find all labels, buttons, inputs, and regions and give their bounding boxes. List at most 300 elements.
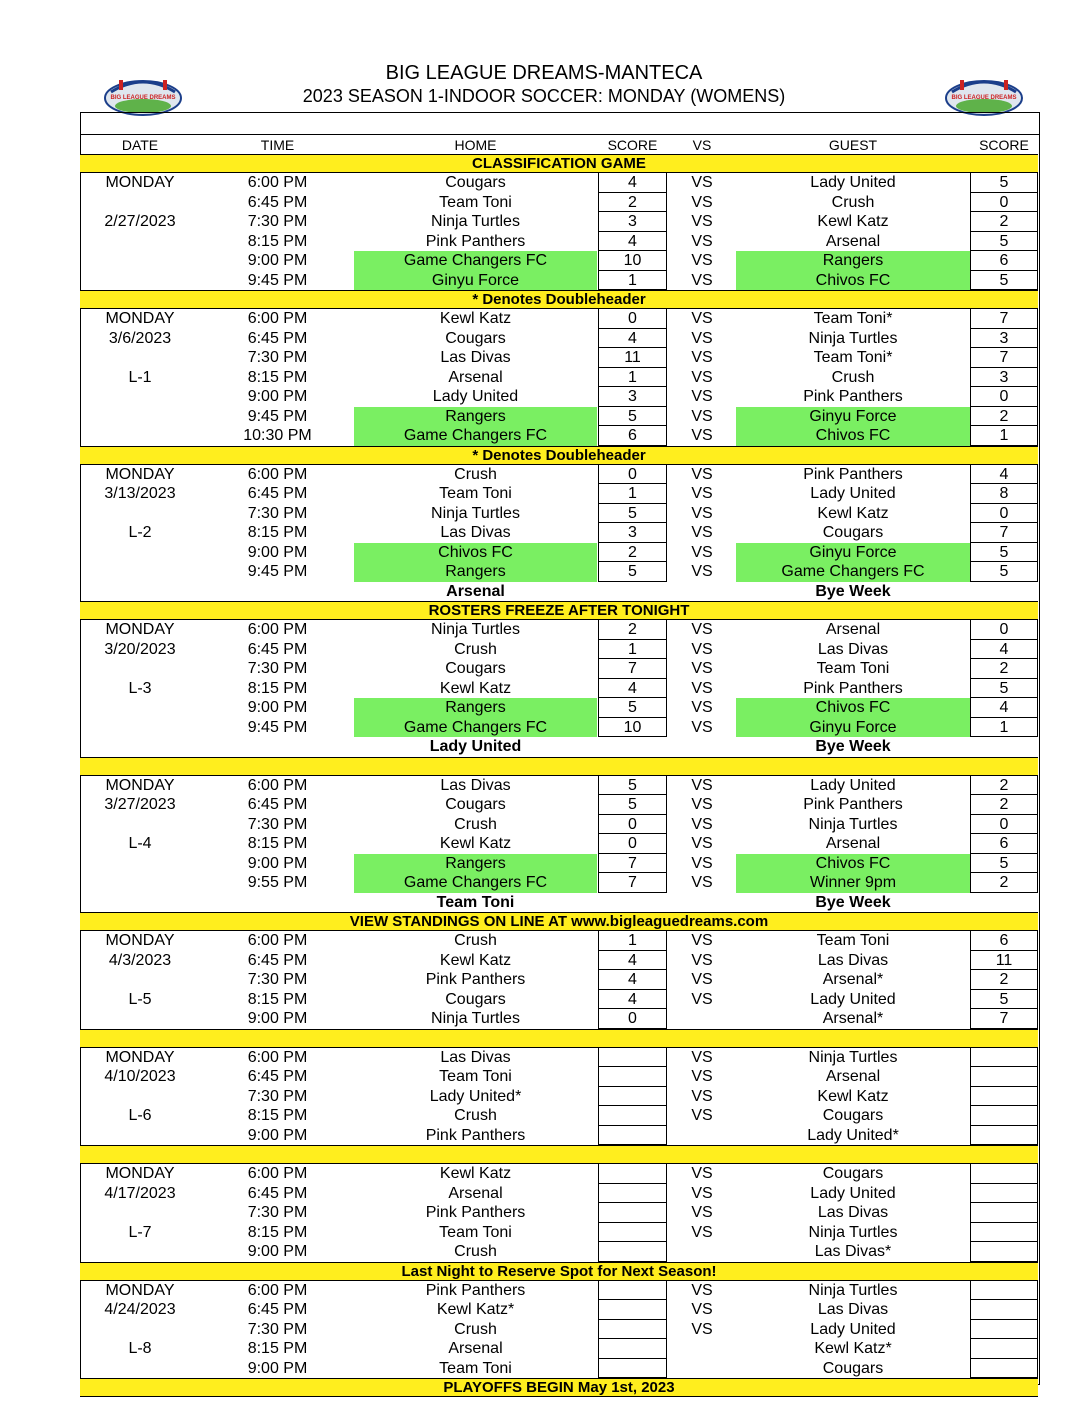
home-score: 1 bbox=[598, 368, 667, 388]
date-cell: L-7 bbox=[128, 1223, 152, 1241]
vs-label: VS bbox=[691, 388, 713, 405]
guest-score bbox=[970, 1223, 1038, 1243]
banner: Last Night to Reserve Spot for Next Season! bbox=[80, 1262, 1038, 1281]
guest-team: Lady United bbox=[810, 485, 896, 502]
vs-label bbox=[677, 1242, 727, 1262]
home-team: Pink Panthers bbox=[425, 1281, 526, 1299]
page-subtitle: 2023 SEASON 1-INDOOR SOCCER: MONDAY (WOMENS) bbox=[302, 86, 786, 106]
date-cell: L-3 bbox=[128, 679, 152, 697]
date-cell: 4/10/2023 bbox=[104, 1068, 176, 1085]
vs-label: VS bbox=[691, 504, 713, 522]
home-team: Team Toni bbox=[436, 893, 515, 911]
time-cell: 9:55 PM bbox=[247, 874, 308, 891]
vs-label: VS bbox=[691, 699, 713, 716]
game-row bbox=[80, 407, 1040, 427]
game-row bbox=[80, 1203, 1040, 1223]
vs-label: VS bbox=[691, 193, 713, 211]
date-cell bbox=[80, 1203, 200, 1223]
game-row bbox=[80, 1359, 1040, 1379]
guest-team: Ginyu Force bbox=[736, 407, 970, 427]
game-row bbox=[80, 368, 1040, 388]
time-cell bbox=[220, 893, 335, 913]
time-cell: 6:45 PM bbox=[247, 485, 308, 502]
guest-score: 6 bbox=[970, 251, 1038, 271]
guest-team: Lady United bbox=[810, 174, 896, 191]
vs-label: VS bbox=[691, 252, 713, 269]
game-row bbox=[80, 251, 1040, 271]
home-score: 3 bbox=[598, 387, 667, 407]
vs-label: VS bbox=[691, 407, 713, 425]
game-row bbox=[80, 640, 1040, 660]
vs-label: VS bbox=[691, 951, 713, 969]
guest-score: 1 bbox=[970, 426, 1038, 446]
home-team: Crush bbox=[454, 932, 497, 949]
vs-label: VS bbox=[691, 1165, 713, 1182]
home-team: Las Divas bbox=[440, 776, 511, 794]
date-cell bbox=[80, 737, 200, 757]
time-cell: 6:45 PM bbox=[247, 1068, 308, 1085]
home-team: Ninja Turtles bbox=[431, 621, 520, 638]
vs-label: VS bbox=[691, 796, 713, 813]
time-cell: 7:30 PM bbox=[247, 1204, 308, 1221]
home-score: 0 bbox=[598, 309, 667, 329]
home-team: Rangers bbox=[354, 698, 597, 718]
guest-team: Cougars bbox=[822, 1359, 884, 1377]
home-score: 10 bbox=[598, 718, 667, 738]
col-guest-score: SCORE bbox=[979, 137, 1029, 153]
date-cell bbox=[80, 970, 200, 990]
guest-team: Team Toni bbox=[816, 932, 890, 949]
home-team: Game Changers FC bbox=[354, 251, 597, 271]
vs-label: VS bbox=[691, 543, 713, 561]
date-cell bbox=[80, 271, 200, 291]
home-score: 1 bbox=[598, 640, 667, 660]
date-cell: MONDAY bbox=[105, 932, 175, 949]
date-cell bbox=[80, 562, 200, 582]
time-cell: 8:15 PM bbox=[247, 1107, 308, 1124]
vs-label: VS bbox=[691, 524, 713, 541]
guest-score: 5 bbox=[970, 271, 1038, 291]
date-cell: 4/24/2023 bbox=[104, 1301, 176, 1318]
home-score: 4 bbox=[598, 173, 667, 193]
game-row bbox=[80, 659, 1040, 679]
logo-text: BIG LEAGUE DREAMS bbox=[951, 95, 1017, 101]
time-cell: 9:00 PM bbox=[247, 1359, 308, 1377]
time-cell bbox=[220, 582, 335, 602]
home-team: Team Toni bbox=[439, 1359, 512, 1377]
home-score bbox=[598, 1184, 667, 1204]
home-team: Cougars bbox=[445, 329, 506, 347]
col-vs: VS bbox=[692, 137, 712, 153]
home-team: Lady United* bbox=[429, 1087, 522, 1105]
time-cell: 6:45 PM bbox=[247, 193, 308, 211]
home-team: Las Divas bbox=[440, 1048, 511, 1066]
guest-score: 4 bbox=[970, 698, 1038, 718]
home-team: Cougars bbox=[445, 796, 506, 813]
game-row bbox=[80, 854, 1040, 874]
date-cell: MONDAY bbox=[105, 621, 175, 638]
vs-label: VS bbox=[691, 990, 713, 1008]
home-score: 1 bbox=[598, 931, 667, 951]
guest-team: Ninja Turtles bbox=[808, 1281, 898, 1299]
home-team: Game Changers FC bbox=[354, 718, 597, 738]
time-cell: 8:15 PM bbox=[247, 1223, 308, 1241]
game-row bbox=[80, 484, 1040, 504]
guest-team: Ninja Turtles bbox=[808, 815, 898, 833]
date-cell bbox=[80, 1009, 200, 1029]
guest-score: 7 bbox=[970, 523, 1038, 543]
date-cell bbox=[80, 1242, 200, 1262]
guest-team: Cougars bbox=[822, 1107, 884, 1124]
home-team: Ginyu Force bbox=[354, 271, 597, 291]
guest-score bbox=[970, 1067, 1038, 1087]
home-score: 7 bbox=[598, 854, 667, 874]
home-team: Las Divas bbox=[440, 524, 511, 541]
date-cell: L-4 bbox=[128, 835, 152, 852]
vs-label: VS bbox=[691, 815, 713, 833]
home-score: 5 bbox=[598, 504, 667, 524]
vs-label: VS bbox=[691, 310, 713, 327]
banner bbox=[80, 757, 1038, 776]
guest-team: Ninja Turtles bbox=[808, 1223, 898, 1241]
guest-team: Arsenal bbox=[825, 232, 881, 250]
home-score bbox=[598, 1087, 667, 1107]
home-score bbox=[598, 1203, 667, 1223]
game-row bbox=[80, 990, 1040, 1010]
guest-score: 4 bbox=[970, 465, 1038, 485]
vs-label bbox=[677, 1009, 727, 1029]
vs-label: VS bbox=[691, 621, 713, 638]
home-score bbox=[598, 1281, 667, 1301]
home-score bbox=[598, 1106, 667, 1126]
home-score: 0 bbox=[598, 815, 667, 835]
game-row bbox=[80, 1106, 1040, 1126]
home-score: 4 bbox=[598, 232, 667, 252]
guest-team: Cougars bbox=[822, 1165, 884, 1182]
game-row bbox=[80, 1300, 1040, 1320]
home-team: Rangers bbox=[354, 854, 597, 874]
date-cell: 3/13/2023 bbox=[104, 485, 176, 502]
time-cell: 7:30 PM bbox=[247, 1087, 308, 1105]
home-team: Pink Panthers bbox=[425, 971, 526, 988]
home-team: Las Divas bbox=[440, 349, 511, 366]
home-team: Team Toni bbox=[439, 1068, 512, 1085]
guest-score: 5 bbox=[970, 854, 1038, 874]
date-cell: MONDAY bbox=[105, 174, 175, 191]
guest-score bbox=[970, 1359, 1038, 1379]
logo-text: BIG LEAGUE DREAMS bbox=[110, 95, 176, 101]
guest-team: Ninja Turtles bbox=[808, 329, 898, 347]
bye-week-row bbox=[80, 893, 1040, 913]
guest-score: 7 bbox=[970, 1009, 1038, 1029]
time-cell: 8:15 PM bbox=[247, 368, 308, 386]
banner: * Denotes Doubleheader bbox=[80, 290, 1038, 309]
date-cell: MONDAY bbox=[105, 1165, 175, 1182]
home-score: 3 bbox=[598, 212, 667, 232]
time-cell: 9:00 PM bbox=[247, 699, 308, 716]
guest-team: Ginyu Force bbox=[736, 718, 970, 738]
date-cell: MONDAY bbox=[105, 776, 175, 794]
home-score: 0 bbox=[598, 1009, 667, 1029]
date-cell: 2/27/2023 bbox=[104, 213, 176, 230]
banner: ROSTERS FREEZE AFTER TONIGHT bbox=[80, 601, 1038, 620]
game-row bbox=[80, 698, 1040, 718]
guest-score: 5 bbox=[970, 562, 1038, 582]
date-cell bbox=[80, 718, 200, 738]
date-cell bbox=[80, 1359, 200, 1379]
banner bbox=[80, 1145, 1038, 1164]
guest-team: Chivos FC bbox=[736, 854, 970, 874]
vs-label: VS bbox=[691, 213, 713, 230]
guest-team: Ginyu Force bbox=[736, 543, 970, 563]
home-team: Game Changers FC bbox=[354, 426, 597, 446]
date-cell bbox=[80, 1087, 200, 1107]
vs-label: VS bbox=[691, 932, 713, 949]
date-cell bbox=[80, 1126, 200, 1146]
vs-label: VS bbox=[691, 1087, 713, 1105]
home-score: 7 bbox=[598, 873, 667, 893]
home-score bbox=[598, 1048, 667, 1068]
game-row bbox=[80, 212, 1040, 232]
time-cell: 6:00 PM bbox=[247, 776, 308, 794]
game-row bbox=[80, 620, 1040, 640]
time-cell: 9:00 PM bbox=[247, 543, 308, 561]
time-cell: 7:30 PM bbox=[247, 504, 308, 522]
home-score bbox=[598, 1320, 667, 1340]
game-row bbox=[80, 329, 1040, 349]
guest-team: Lady United bbox=[810, 1184, 896, 1202]
game-row bbox=[80, 1339, 1040, 1359]
time-cell: 7:30 PM bbox=[247, 349, 308, 366]
time-cell: 6:00 PM bbox=[247, 1281, 308, 1299]
guest-team: Chivos FC bbox=[736, 271, 970, 291]
vs-label: VS bbox=[691, 1301, 713, 1318]
time-cell: 9:45 PM bbox=[247, 271, 308, 289]
guest-team: Crush bbox=[831, 368, 875, 386]
date-cell: MONDAY bbox=[105, 310, 175, 327]
time-cell: 9:45 PM bbox=[247, 718, 308, 736]
date-cell bbox=[80, 407, 200, 427]
date-cell bbox=[80, 659, 200, 679]
date-cell bbox=[80, 1320, 200, 1340]
guest-team: Kewl Katz bbox=[817, 504, 889, 522]
game-row bbox=[80, 504, 1040, 524]
home-score: 4 bbox=[598, 990, 667, 1010]
guest-score: 0 bbox=[970, 815, 1038, 835]
home-team: Rangers bbox=[354, 562, 597, 582]
time-cell: 8:15 PM bbox=[247, 835, 308, 852]
home-score bbox=[598, 1126, 667, 1146]
time-cell: 6:45 PM bbox=[247, 796, 308, 813]
time-cell: 6:45 PM bbox=[247, 1184, 308, 1202]
guest-score bbox=[970, 1281, 1038, 1301]
home-team: Cougars bbox=[445, 660, 506, 677]
home-score: 7 bbox=[598, 659, 667, 679]
game-row bbox=[80, 465, 1040, 485]
bye-week-row bbox=[80, 582, 1040, 602]
home-team: Pink Panthers bbox=[425, 1204, 526, 1221]
guest-score bbox=[970, 1184, 1038, 1204]
guest-score: 4 bbox=[970, 640, 1038, 660]
game-row bbox=[80, 232, 1040, 252]
guest-score: 2 bbox=[970, 659, 1038, 679]
col-guest: GUEST bbox=[828, 137, 878, 153]
home-team: Ninja Turtles bbox=[431, 213, 520, 230]
vs-label: VS bbox=[691, 349, 713, 366]
guest-score: 2 bbox=[970, 970, 1038, 990]
time-cell: 8:15 PM bbox=[247, 679, 308, 697]
vs-label: VS bbox=[691, 232, 713, 250]
game-row bbox=[80, 718, 1040, 738]
vs-label: VS bbox=[691, 174, 713, 191]
home-score: 10 bbox=[598, 251, 667, 271]
guest-score bbox=[970, 1106, 1038, 1126]
vs-label: VS bbox=[691, 427, 713, 444]
home-team: Arsenal bbox=[448, 1184, 503, 1202]
vs-label: VS bbox=[691, 1107, 713, 1124]
home-team: Team Toni bbox=[439, 485, 512, 502]
guest-team: Team Toni* bbox=[813, 349, 893, 366]
time-cell: 8:15 PM bbox=[247, 524, 308, 541]
guest-team: Crush bbox=[831, 193, 875, 211]
home-team: Rangers bbox=[354, 407, 597, 427]
home-team: Kewl Katz* bbox=[436, 1301, 515, 1318]
guest-team: Team Toni* bbox=[813, 310, 893, 327]
guest-score bbox=[970, 1320, 1038, 1340]
vs-label bbox=[677, 1359, 727, 1379]
guest-team: Rangers bbox=[736, 251, 970, 271]
home-team: Cougars bbox=[445, 990, 506, 1008]
col-home: HOME bbox=[454, 137, 497, 153]
time-cell: 6:00 PM bbox=[247, 621, 308, 638]
game-row bbox=[80, 1048, 1040, 1068]
home-team: Lady United bbox=[429, 738, 522, 755]
vs-label: VS bbox=[691, 485, 713, 502]
time-cell: 6:45 PM bbox=[247, 329, 308, 347]
home-team: Crush bbox=[454, 1243, 497, 1260]
guest-score: 2 bbox=[970, 407, 1038, 427]
home-score bbox=[598, 1300, 667, 1320]
vs-label: VS bbox=[691, 1204, 713, 1221]
guest-score bbox=[970, 1242, 1038, 1262]
home-score: 1 bbox=[598, 484, 667, 504]
date-cell: L-1 bbox=[128, 368, 152, 386]
guest-team: Team Toni bbox=[816, 660, 890, 677]
vs-label: VS bbox=[691, 718, 713, 736]
guest-team: Winner 9pm bbox=[736, 873, 970, 893]
home-score: 5 bbox=[598, 698, 667, 718]
time-cell: 8:15 PM bbox=[247, 232, 308, 250]
home-score: 2 bbox=[598, 543, 667, 563]
date-cell: L-8 bbox=[128, 1340, 152, 1357]
guest-score: 7 bbox=[970, 309, 1038, 329]
guest-score: 11 bbox=[970, 951, 1038, 971]
home-team: Kewl Katz bbox=[439, 679, 512, 697]
time-cell: 9:00 PM bbox=[247, 1126, 308, 1144]
home-team: Arsenal bbox=[448, 368, 503, 386]
home-score: 3 bbox=[598, 523, 667, 543]
guest-team: Arsenal bbox=[825, 1068, 881, 1085]
home-score: 0 bbox=[598, 834, 667, 854]
home-score: 5 bbox=[598, 795, 667, 815]
game-row bbox=[80, 795, 1040, 815]
home-team: Pink Panthers bbox=[425, 1126, 526, 1144]
game-row bbox=[80, 834, 1040, 854]
vs-label: VS bbox=[691, 271, 713, 289]
time-cell: 6:45 PM bbox=[247, 640, 308, 658]
game-row bbox=[80, 1126, 1040, 1146]
guest-team: Lady United bbox=[810, 990, 896, 1008]
home-score: 0 bbox=[598, 465, 667, 485]
guest-score: 0 bbox=[970, 193, 1038, 213]
time-cell: 7:30 PM bbox=[247, 1320, 308, 1338]
game-row bbox=[80, 193, 1040, 213]
time-cell: 9:00 PM bbox=[247, 1243, 308, 1260]
game-row bbox=[80, 931, 1040, 951]
home-score: 5 bbox=[598, 776, 667, 796]
home-team: Lady United bbox=[432, 388, 519, 405]
guest-team: Arsenal* bbox=[822, 1010, 884, 1027]
time-cell: 9:00 PM bbox=[247, 854, 308, 872]
game-row bbox=[80, 1067, 1040, 1087]
time-cell: 9:45 PM bbox=[247, 407, 308, 425]
time-cell bbox=[220, 737, 335, 757]
big-league-dreams-logo-left bbox=[101, 70, 185, 118]
guest-team: Lady United bbox=[810, 1320, 896, 1338]
game-row bbox=[80, 951, 1040, 971]
vs-label: VS bbox=[691, 1184, 713, 1202]
game-row bbox=[80, 348, 1040, 368]
page-title: BIG LEAGUE DREAMS-MANTECA bbox=[385, 62, 703, 84]
guest-team: Las Divas bbox=[817, 640, 889, 658]
home-score: 1 bbox=[598, 271, 667, 291]
home-team: Crush bbox=[454, 1320, 497, 1338]
time-cell: 6:00 PM bbox=[247, 1048, 308, 1066]
game-row bbox=[80, 1184, 1040, 1204]
time-cell: 9:45 PM bbox=[247, 563, 308, 580]
guest-score: 3 bbox=[970, 368, 1038, 388]
guest-score: 6 bbox=[970, 931, 1038, 951]
date-cell bbox=[80, 815, 200, 835]
vs-label: VS bbox=[691, 679, 713, 697]
home-score: 2 bbox=[598, 193, 667, 213]
guest-score bbox=[970, 1300, 1038, 1320]
time-cell: 8:15 PM bbox=[247, 1340, 308, 1357]
time-cell: 6:00 PM bbox=[247, 1165, 308, 1182]
game-row bbox=[80, 1223, 1040, 1243]
home-team: Team Toni bbox=[439, 1223, 512, 1241]
guest-team: Las Divas bbox=[817, 1301, 889, 1318]
date-cell bbox=[80, 873, 200, 893]
vs-label: VS bbox=[691, 1223, 713, 1241]
home-score: 4 bbox=[598, 329, 667, 349]
banner: CLASSIFICATION GAME bbox=[80, 154, 1038, 173]
game-row bbox=[80, 815, 1040, 835]
date-cell: L-6 bbox=[128, 1107, 152, 1124]
guest-score: 1 bbox=[970, 718, 1038, 738]
time-cell: 9:00 PM bbox=[247, 252, 308, 269]
guest-score: 2 bbox=[970, 873, 1038, 893]
guest-team: Arsenal bbox=[825, 835, 881, 852]
home-team: Chivos FC bbox=[354, 543, 597, 563]
vs-label: VS bbox=[691, 1320, 713, 1338]
time-cell: 9:00 PM bbox=[247, 1010, 308, 1027]
home-score bbox=[598, 1339, 667, 1359]
game-row bbox=[80, 873, 1040, 893]
game-row bbox=[80, 1087, 1040, 1107]
home-team: Crush bbox=[454, 640, 497, 658]
col-home-score: SCORE bbox=[607, 137, 658, 153]
